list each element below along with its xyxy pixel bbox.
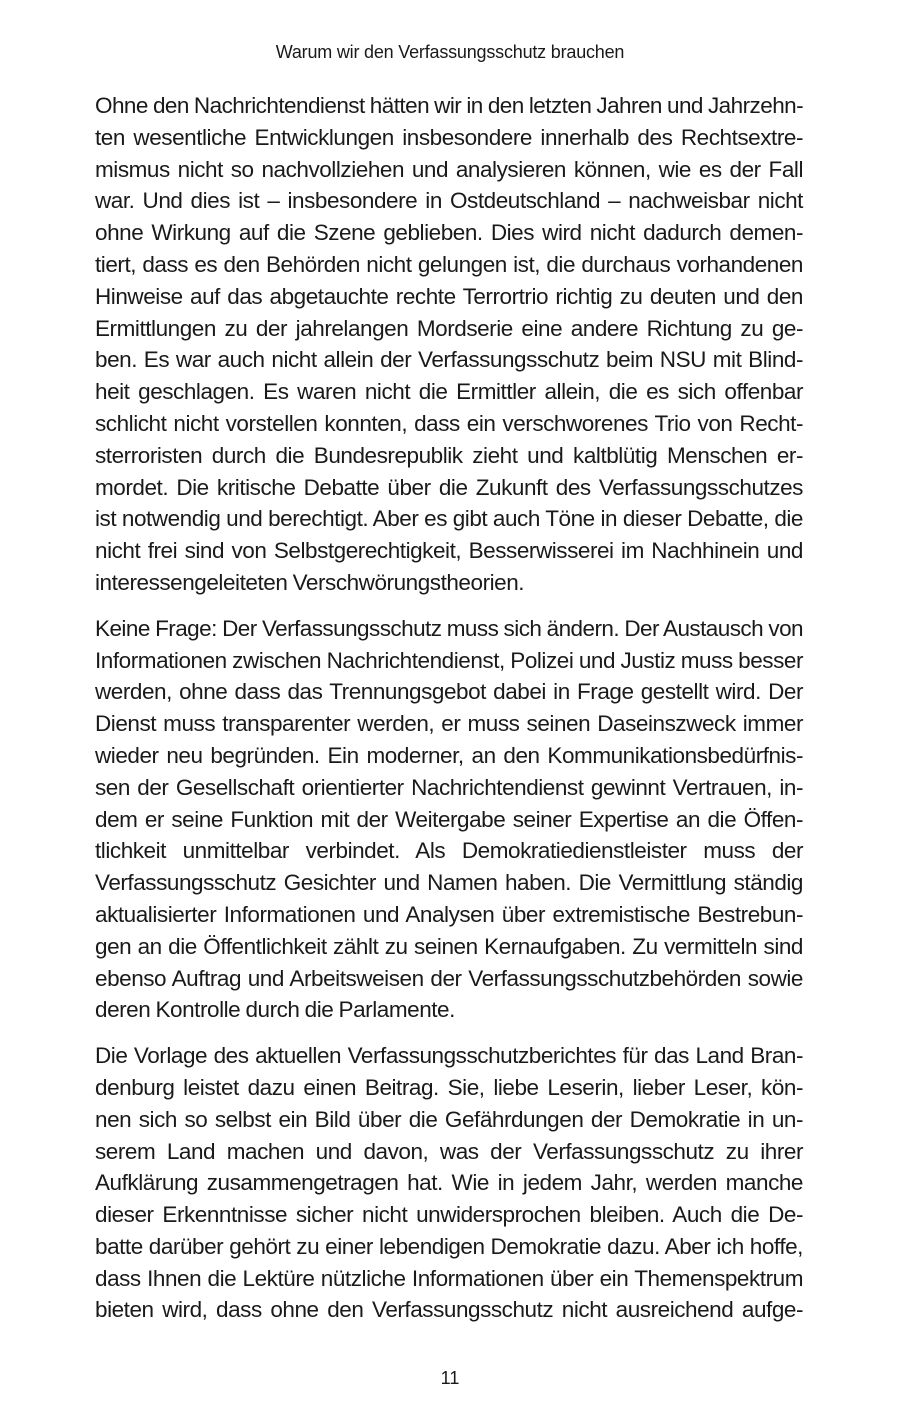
running-header: Warum wir den Verfassungsschutz brauchen (275, 42, 625, 62)
paragraph-3 (95, 1040, 803, 1326)
text-line: Hinweise auf das abgetauchte rechte Terrortrio richtig zu deuten und den (95, 283, 803, 309)
text-line: mordet. Die kritische Debatte über die Zukunft des Verfassungsschutzes (95, 474, 803, 500)
text-line: nicht frei sind von Selbstgerechtigkeit, Besserwisserei im Nachhinein und (95, 538, 803, 564)
text-line: Dienst muss transparenter werden, er muss seinen Daseinszweck immer (95, 711, 803, 737)
text-line: war. Und dies ist – insbesondere in Ostdeutschland – nachweisbar nicht (95, 188, 803, 214)
text-line: nen sich so selbst ein Bild über die Gefährdungen der Demokratie in un- (95, 1106, 803, 1132)
text-line: schlicht nicht vorstellen konnten, dass ein verschworenes Trio von Recht- (95, 410, 803, 436)
text-line: bieten wird, dass ohne den Verfassungsschutz nicht ausreichend aufge- (95, 1297, 803, 1323)
text-line: dass Ihnen die Lektüre nützliche Informationen über ein Themenspektrum (95, 1265, 803, 1291)
text-line: serem Land machen und davon, was der Verfassungsschutz zu ihrer (95, 1138, 803, 1164)
text-line: dieser Erkenntnisse sicher nicht unwidersprochen bleiben. Auch die De- (95, 1202, 803, 1228)
text-line: sterroristen durch die Bundesrepublik zieht und kaltblütig Menschen er- (95, 442, 803, 468)
text-line: Keine Frage: Der Verfassungsschutz muss sich ändern. Der Austausch von (95, 615, 803, 641)
text-line: dem er seine Funktion mit der Weitergabe seiner Expertise an die Öffen- (95, 806, 803, 832)
text-line: ohne Wirkung auf die Szene geblieben. Dies wird nicht dadurch demen- (95, 220, 803, 246)
text-line: werden, ohne dass das Trennungsgebot dabei in Frage gestellt wird. Der (95, 679, 803, 705)
text-line: ten wesentliche Entwicklungen insbesondere innerhalb des Rechtsextre- (95, 124, 803, 150)
text-line: mismus nicht so nachvollziehen und analysieren können, wie es der Fall (95, 156, 803, 182)
text-line: Verfassungsschutz Gesichter und Namen haben. Die Vermittlung ständig (95, 870, 803, 896)
text-line: deren Kontrolle durch die Parlamente. (95, 997, 455, 1023)
text-line: gen an die Öffentlichkeit zählt zu seinen Kernaufgaben. Zu vermitteln sind (95, 933, 803, 959)
text-line: denburg leistet dazu einen Beitrag. Sie, liebe Leserin, lieber Leser, kön- (95, 1074, 803, 1100)
page-number: 11 (440, 1368, 460, 1388)
body-text (95, 90, 803, 1340)
text-line: Ermittlungen zu der jahrelangen Mordserie eine andere Richtung zu ge- (95, 315, 803, 341)
text-line: aktualisierter Informationen und Analysen über extremistische Bestrebun- (95, 901, 803, 927)
paragraph-1 (95, 90, 803, 599)
text-line: sen der Gesellschaft orientierter Nachrichtendienst gewinnt Vertrauen, in- (95, 774, 803, 800)
text-line: tiert, dass es den Behörden nicht gelungen ist, die durchaus vorhandenen (95, 251, 803, 277)
text-line: ebenso Auftrag und Arbeitsweisen der Verfassungsschutzbehörden sowie (95, 965, 803, 991)
text-line: interessengeleiteten Verschwörungstheorien. (95, 569, 525, 595)
text-line: Aufklärung zusammengetragen hat. Wie in jedem Jahr, werden manche (95, 1170, 803, 1196)
text-line: Informationen zwischen Nachrichtendienst, Polizei und Justiz muss besser (95, 647, 803, 673)
text-line: wieder neu begründen. Ein moderner, an den Kommunikationsbedürfnis- (95, 742, 803, 768)
text-line: ben. Es war auch nicht allein der Verfassungsschutz beim NSU mit Blind- (95, 347, 803, 373)
text-line: tlichkeit unmittelbar verbindet. Als Demokratiedienstleister muss der (95, 838, 803, 864)
text-line: Die Vorlage des aktuellen Verfassungsschutzberichtes für das Land Bran- (95, 1043, 803, 1069)
text-line: batte darüber gehört zu einer lebendigen Demokratie dazu. Aber ich hoffe, (95, 1233, 803, 1259)
paragraph-2 (95, 613, 803, 1026)
text-line: Ohne den Nachrichtendienst hätten wir in den letzten Jahren und Jahrzehn- (95, 93, 804, 118)
text-line: ist notwendig und berechtigt. Aber es gibt auch Töne in dieser Debatte, die (95, 506, 803, 532)
text-line: heit geschlagen. Es waren nicht die Ermittler allein, die es sich offenbar (95, 379, 803, 405)
